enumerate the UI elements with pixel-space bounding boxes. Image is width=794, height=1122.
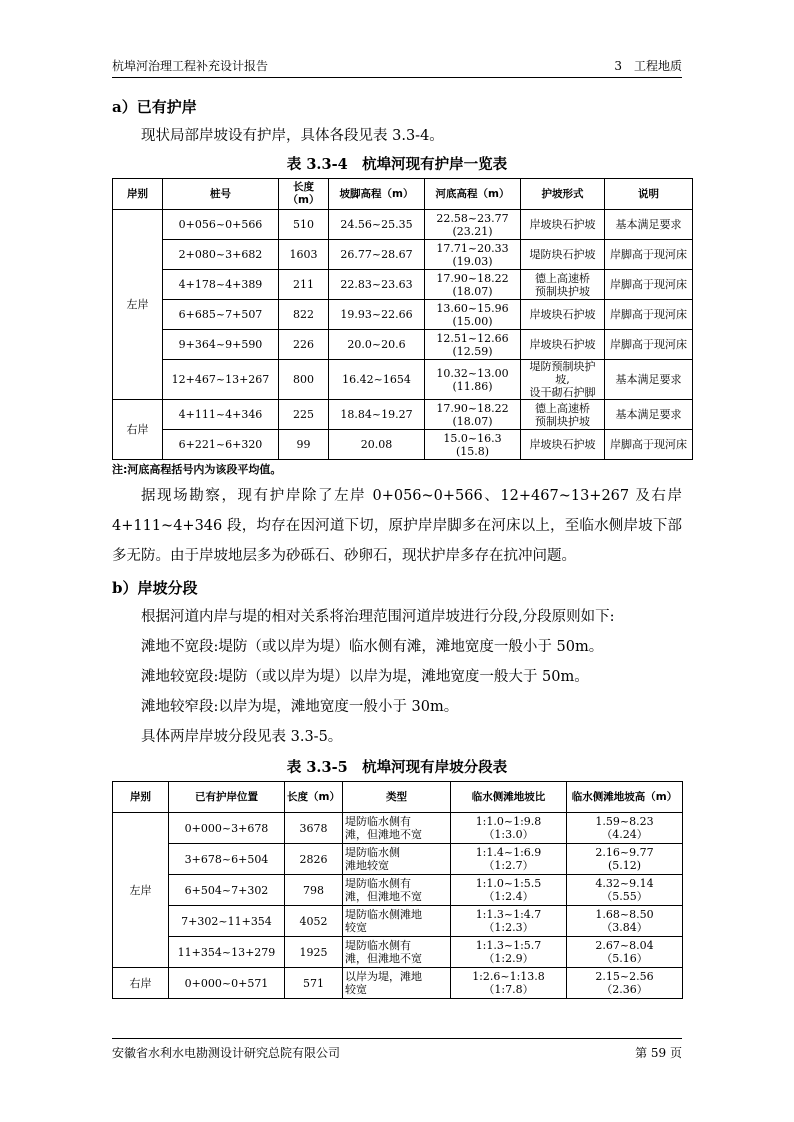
slope-height-cell-line2: （2.36）	[601, 983, 648, 996]
length-cell: 4052	[285, 906, 343, 937]
section-b-line: 根据河道内岸与堤的相对关系将治理范围河道岸坡进行分段,分段原则如下:	[141, 609, 615, 625]
type-cell	[343, 937, 451, 968]
slope-height-cell-line2: (5.12)	[607, 859, 642, 872]
length-cell: 800	[279, 360, 329, 400]
position-cell: 6+504~7+302	[169, 875, 285, 906]
bed-elevation-cell	[425, 300, 521, 330]
type-cell-line2: 较宽	[345, 921, 367, 934]
table1-body	[113, 210, 693, 460]
toe-elevation-cell: 24.56~25.35	[329, 210, 425, 240]
station-cell: 12+467~13+267	[163, 360, 279, 400]
remark-cell: 基本满足要求	[605, 210, 693, 240]
slope-ratio-cell-line1: 1:1.3~1:4.7	[475, 908, 542, 921]
table2-caption: 表 3.3-5 杭埠河现有岸坡分段表	[286, 759, 508, 776]
length-cell: 798	[285, 875, 343, 906]
survey-paragraph: 据现场勘察，现有护岸除了左岸 0+056~0+566、12+467~13+267 及右岸 4+111~4+346 段，均存在因河道下切，原护岸岸脚多在河床以上，至临水侧岸坡下部多无防。由于岸坡地层多为砂砾石、砂卵石，现状护岸多存在抗冲问题。	[112, 488, 682, 564]
revetment-form-cell	[521, 430, 605, 460]
bed-elevation-cell	[425, 360, 521, 400]
remark-cell: 岸脚高于现河床	[605, 300, 693, 330]
remark-cell: 岸脚高于现河床	[605, 270, 693, 300]
slope-ratio-cell-line2: （1:2.3）	[483, 921, 534, 934]
revetment-form-cell	[521, 240, 605, 270]
station-cell: 2+080~3+682	[163, 240, 279, 270]
length-cell: 99	[279, 430, 329, 460]
table-row	[113, 400, 693, 430]
bed-elevation-cell	[425, 240, 521, 270]
bank-cell: 左岸	[113, 813, 169, 968]
type-cell-line1: 堤防临水侧有	[345, 939, 411, 952]
slope-height-cell-line2: （5.16）	[601, 952, 648, 965]
table-row	[113, 270, 693, 300]
table1-header-cell: 河底高程（m）	[425, 179, 521, 210]
slope-ratio-cell-line1: 1:2.6~1:13.8	[472, 970, 545, 983]
bed-elevation-cell-line2: (18.07)	[452, 284, 493, 298]
remark-cell: 岸脚高于现河床	[605, 330, 693, 360]
slope-height-cell-line2: （4.24）	[601, 828, 648, 841]
station-cell: 6+221~6+320	[163, 430, 279, 460]
table1-header-cell: 岸别	[113, 179, 163, 210]
bed-elevation-cell-line2: (15.00)	[452, 314, 493, 328]
section-b-line: 滩地较宽段:堤防（或以岸为堤）以岸为堤，滩地宽度一般大于 50m。	[141, 669, 589, 685]
length-cell: 1925	[285, 937, 343, 968]
revetment-form-cell	[521, 360, 605, 400]
table1-header-cell: 坡脚高程（m）	[329, 179, 425, 210]
slope-ratio-cell	[451, 813, 567, 844]
slope-ratio-cell-line1: 1:1.3~1:5.7	[475, 939, 542, 952]
slope-height-cell	[567, 906, 683, 937]
revetment-form-cell-line2: 设干砌石护脚	[529, 386, 596, 399]
type-cell-line1: 堤防临水侧滩地	[345, 908, 422, 921]
slope-height-cell	[567, 844, 683, 875]
bed-elevation-cell-line2: (12.59)	[452, 344, 493, 358]
revetment-form-cell	[521, 210, 605, 240]
type-cell	[343, 844, 451, 875]
station-cell: 9+364~9+590	[163, 330, 279, 360]
table2-header-cell: 类型	[343, 782, 451, 813]
type-cell-line2: 滩，但滩地不宽	[345, 890, 422, 903]
bed-elevation-cell-line1: 17.90~18.22	[436, 271, 509, 285]
table-row	[113, 360, 693, 400]
type-cell-line2: 较宽	[345, 983, 367, 996]
bed-elevation-cell	[425, 430, 521, 460]
table1-header-cell: 护坡形式	[521, 179, 605, 210]
slope-height-cell-line1: 1.59~8.23	[595, 815, 654, 828]
section-b-line: 滩地较窄段:以岸为堤，滩地宽度一般小于 30m。	[141, 699, 459, 715]
length-cell: 225	[279, 400, 329, 430]
bed-elevation-cell-line1: 10.32~13.00	[436, 366, 509, 380]
table2-header-cell: 临水侧滩地坡高（m）	[567, 782, 683, 813]
slope-height-cell	[567, 937, 683, 968]
length-cell: 211	[279, 270, 329, 300]
bed-elevation-cell-line2: (18.07)	[452, 414, 493, 428]
revetment-form-cell	[521, 270, 605, 300]
bed-elevation-cell-line1: 12.51~12.66	[436, 331, 509, 345]
table-row	[113, 875, 683, 906]
table1-header-cell: 说明	[605, 179, 693, 210]
slope-ratio-cell-line2: （1:2.7）	[483, 859, 534, 872]
table-row	[113, 330, 693, 360]
slope-height-cell-line1: 2.67~8.04	[595, 939, 654, 952]
table-row	[113, 968, 683, 999]
position-cell: 11+354~13+279	[169, 937, 285, 968]
slope-ratio-cell-line1: 1:1.0~1:5.5	[475, 877, 542, 890]
revetment-form-cell	[521, 400, 605, 430]
toe-elevation-cell: 20.0~20.6	[329, 330, 425, 360]
length-cell: 571	[285, 968, 343, 999]
revetment-form-cell-line1: 德上高速桥	[535, 401, 590, 415]
table2-header-cell: 岸别	[113, 782, 169, 813]
length-cell: 822	[279, 300, 329, 330]
type-cell-line1: 堤防临水侧	[345, 846, 400, 859]
slope-ratio-cell-line1: 1:1.4~1:6.9	[475, 846, 542, 859]
table1-caption: 表 3.3-4 杭埠河现有护岸一览表	[286, 156, 508, 173]
position-cell: 0+000~0+571	[169, 968, 285, 999]
revetment-form-cell	[521, 330, 605, 360]
type-cell-line1: 堤防临水侧有	[345, 877, 411, 890]
position-cell: 0+000~3+678	[169, 813, 285, 844]
bank-cell: 右岸	[113, 968, 169, 999]
slope-height-cell-line2: （5.55）	[601, 890, 648, 903]
revetment-form-cell-line2: 预制块护坡	[535, 414, 590, 428]
slope-height-cell-line2: （3.84）	[601, 921, 648, 934]
length-cell: 1603	[279, 240, 329, 270]
slope-ratio-cell	[451, 968, 567, 999]
table1-note: 注:河底高程括号内为该段平均值。	[112, 463, 282, 476]
revetment-form-cell-line1: 岸坡块石护坡	[529, 338, 596, 351]
type-cell-line1: 堤防临水侧有	[345, 815, 411, 828]
slope-ratio-cell-line2: （1:2.9）	[483, 952, 534, 965]
remark-cell: 基本满足要求	[605, 400, 693, 430]
table1-header-cell: 长度（m）	[279, 179, 329, 210]
length-cell: 226	[279, 330, 329, 360]
bed-elevation-cell-line2: (19.03)	[452, 254, 493, 268]
type-cell-line2: 滩地较宽	[345, 859, 389, 872]
revetment-table	[112, 178, 693, 460]
slope-ratio-cell	[451, 906, 567, 937]
slope-ratio-cell	[451, 844, 567, 875]
bed-elevation-cell-line1: 17.90~18.22	[436, 401, 509, 415]
toe-elevation-cell: 18.84~19.27	[329, 400, 425, 430]
slope-ratio-cell	[451, 875, 567, 906]
table-row	[113, 210, 693, 240]
station-cell: 0+056~0+566	[163, 210, 279, 240]
bed-elevation-cell-line1: 13.60~15.96	[436, 301, 509, 315]
toe-elevation-cell: 19.93~22.66	[329, 300, 425, 330]
type-cell	[343, 813, 451, 844]
table1-header-cell: 桩号	[163, 179, 279, 210]
slope-ratio-cell-line2: （1:7.8）	[483, 983, 534, 996]
footer-company: 安徽省水利水电勘测设计研究总院有限公司	[112, 1046, 341, 1060]
type-cell	[343, 906, 451, 937]
section-b-lines	[112, 602, 682, 752]
type-cell-line2: 滩，但滩地不宽	[345, 828, 422, 841]
revetment-form-cell-line2: 预制块护坡	[535, 284, 590, 298]
station-cell: 6+685~7+507	[163, 300, 279, 330]
table-row	[113, 844, 683, 875]
type-cell	[343, 875, 451, 906]
bank-cell: 左岸	[113, 210, 163, 400]
section-a-intro: 现状局部岸坡设有护岸，具体各段见表 3.3-4。	[141, 128, 444, 144]
slope-height-cell-line1: 1.68~8.50	[595, 908, 654, 921]
header-title: 杭埠河治理工程补充设计报告	[112, 59, 269, 73]
bed-elevation-cell-line1: 15.0~16.3	[443, 431, 502, 445]
slope-ratio-cell-line2: （1:2.4）	[483, 890, 534, 903]
bed-elevation-cell	[425, 400, 521, 430]
position-cell: 3+678~6+504	[169, 844, 285, 875]
bank-segment-table	[112, 781, 683, 999]
revetment-form-cell-line1: 岸坡块石护坡	[529, 308, 596, 321]
revetment-form-cell-line1: 德上高速桥	[535, 271, 590, 285]
slope-height-cell-line1: 2.15~2.56	[595, 970, 654, 983]
type-cell	[343, 968, 451, 999]
section-a-title: a）已有护岸	[112, 98, 197, 116]
bed-elevation-cell	[425, 330, 521, 360]
slope-ratio-cell-line2: （1:3.0）	[483, 828, 534, 841]
toe-elevation-cell: 20.08	[329, 430, 425, 460]
slope-ratio-cell-line1: 1:1.0~1:9.8	[475, 815, 542, 828]
table1-header-row	[113, 179, 693, 210]
footer-page-number: 第 59 页	[635, 1046, 682, 1060]
remark-cell: 基本满足要求	[605, 360, 693, 400]
revetment-form-cell-line1: 堤防预制块护坡,	[529, 360, 596, 386]
revetment-form-cell	[521, 300, 605, 330]
table-row	[113, 300, 693, 330]
section-b-line: 具体两岸岸坡分段见表 3.3-5。	[141, 729, 343, 745]
type-cell-line2: 滩，但滩地不宽	[345, 952, 422, 965]
revetment-form-cell-line1: 岸坡块石护坡	[529, 438, 596, 451]
type-cell-line1: 以岸为堤，滩地	[345, 970, 422, 983]
slope-height-cell-line1: 4.32~9.14	[595, 877, 654, 890]
bank-cell: 右岸	[113, 400, 163, 460]
bed-elevation-cell-line2: (23.21)	[452, 224, 493, 238]
page-content	[112, 90, 687, 999]
length-cell: 2826	[285, 844, 343, 875]
bed-elevation-cell	[425, 210, 521, 240]
remark-cell: 岸脚高于现河床	[605, 430, 693, 460]
table2-header-cell: 临水侧滩地坡比	[451, 782, 567, 813]
table2-header-cell: 长度（m）	[285, 782, 343, 813]
page-header	[112, 56, 682, 78]
table2-body	[113, 813, 683, 999]
toe-elevation-cell: 22.83~23.63	[329, 270, 425, 300]
bed-elevation-cell	[425, 270, 521, 300]
section-b-line: 滩地不宽段:堤防（或以岸为堤）临水侧有滩，滩地宽度一般小于 50m。	[141, 639, 604, 655]
bed-elevation-cell-line2: (15.8)	[455, 444, 490, 458]
slope-height-cell	[567, 875, 683, 906]
slope-height-cell	[567, 813, 683, 844]
table2-header-row	[113, 782, 683, 813]
length-cell: 510	[279, 210, 329, 240]
toe-elevation-cell: 26.77~28.67	[329, 240, 425, 270]
table-row	[113, 430, 693, 460]
station-cell: 4+111~4+346	[163, 400, 279, 430]
length-cell: 3678	[285, 813, 343, 844]
page-footer	[112, 1038, 682, 1061]
table2-header-cell: 已有护岸位置	[169, 782, 285, 813]
bed-elevation-cell-line2: (11.86)	[452, 379, 493, 393]
bed-elevation-cell-line1: 22.58~23.77	[436, 211, 509, 225]
remark-cell: 岸脚高于现河床	[605, 240, 693, 270]
position-cell: 7+302~11+354	[169, 906, 285, 937]
header-chapter: 3 工程地质	[614, 59, 682, 73]
station-cell: 4+178~4+389	[163, 270, 279, 300]
slope-height-cell	[567, 968, 683, 999]
table-row	[113, 240, 693, 270]
table-row	[113, 813, 683, 844]
table-row	[113, 937, 683, 968]
revetment-form-cell-line1: 岸坡块石护坡	[529, 218, 596, 231]
slope-height-cell-line1: 2.16~9.77	[595, 846, 654, 859]
bed-elevation-cell-line1: 17.71~20.33	[436, 241, 509, 255]
toe-elevation-cell: 16.42~1654	[329, 360, 425, 400]
revetment-form-cell-line1: 堤防块石护坡	[529, 248, 596, 261]
section-b-title: b）岸坡分段	[112, 579, 198, 597]
slope-ratio-cell	[451, 937, 567, 968]
table-row	[113, 906, 683, 937]
